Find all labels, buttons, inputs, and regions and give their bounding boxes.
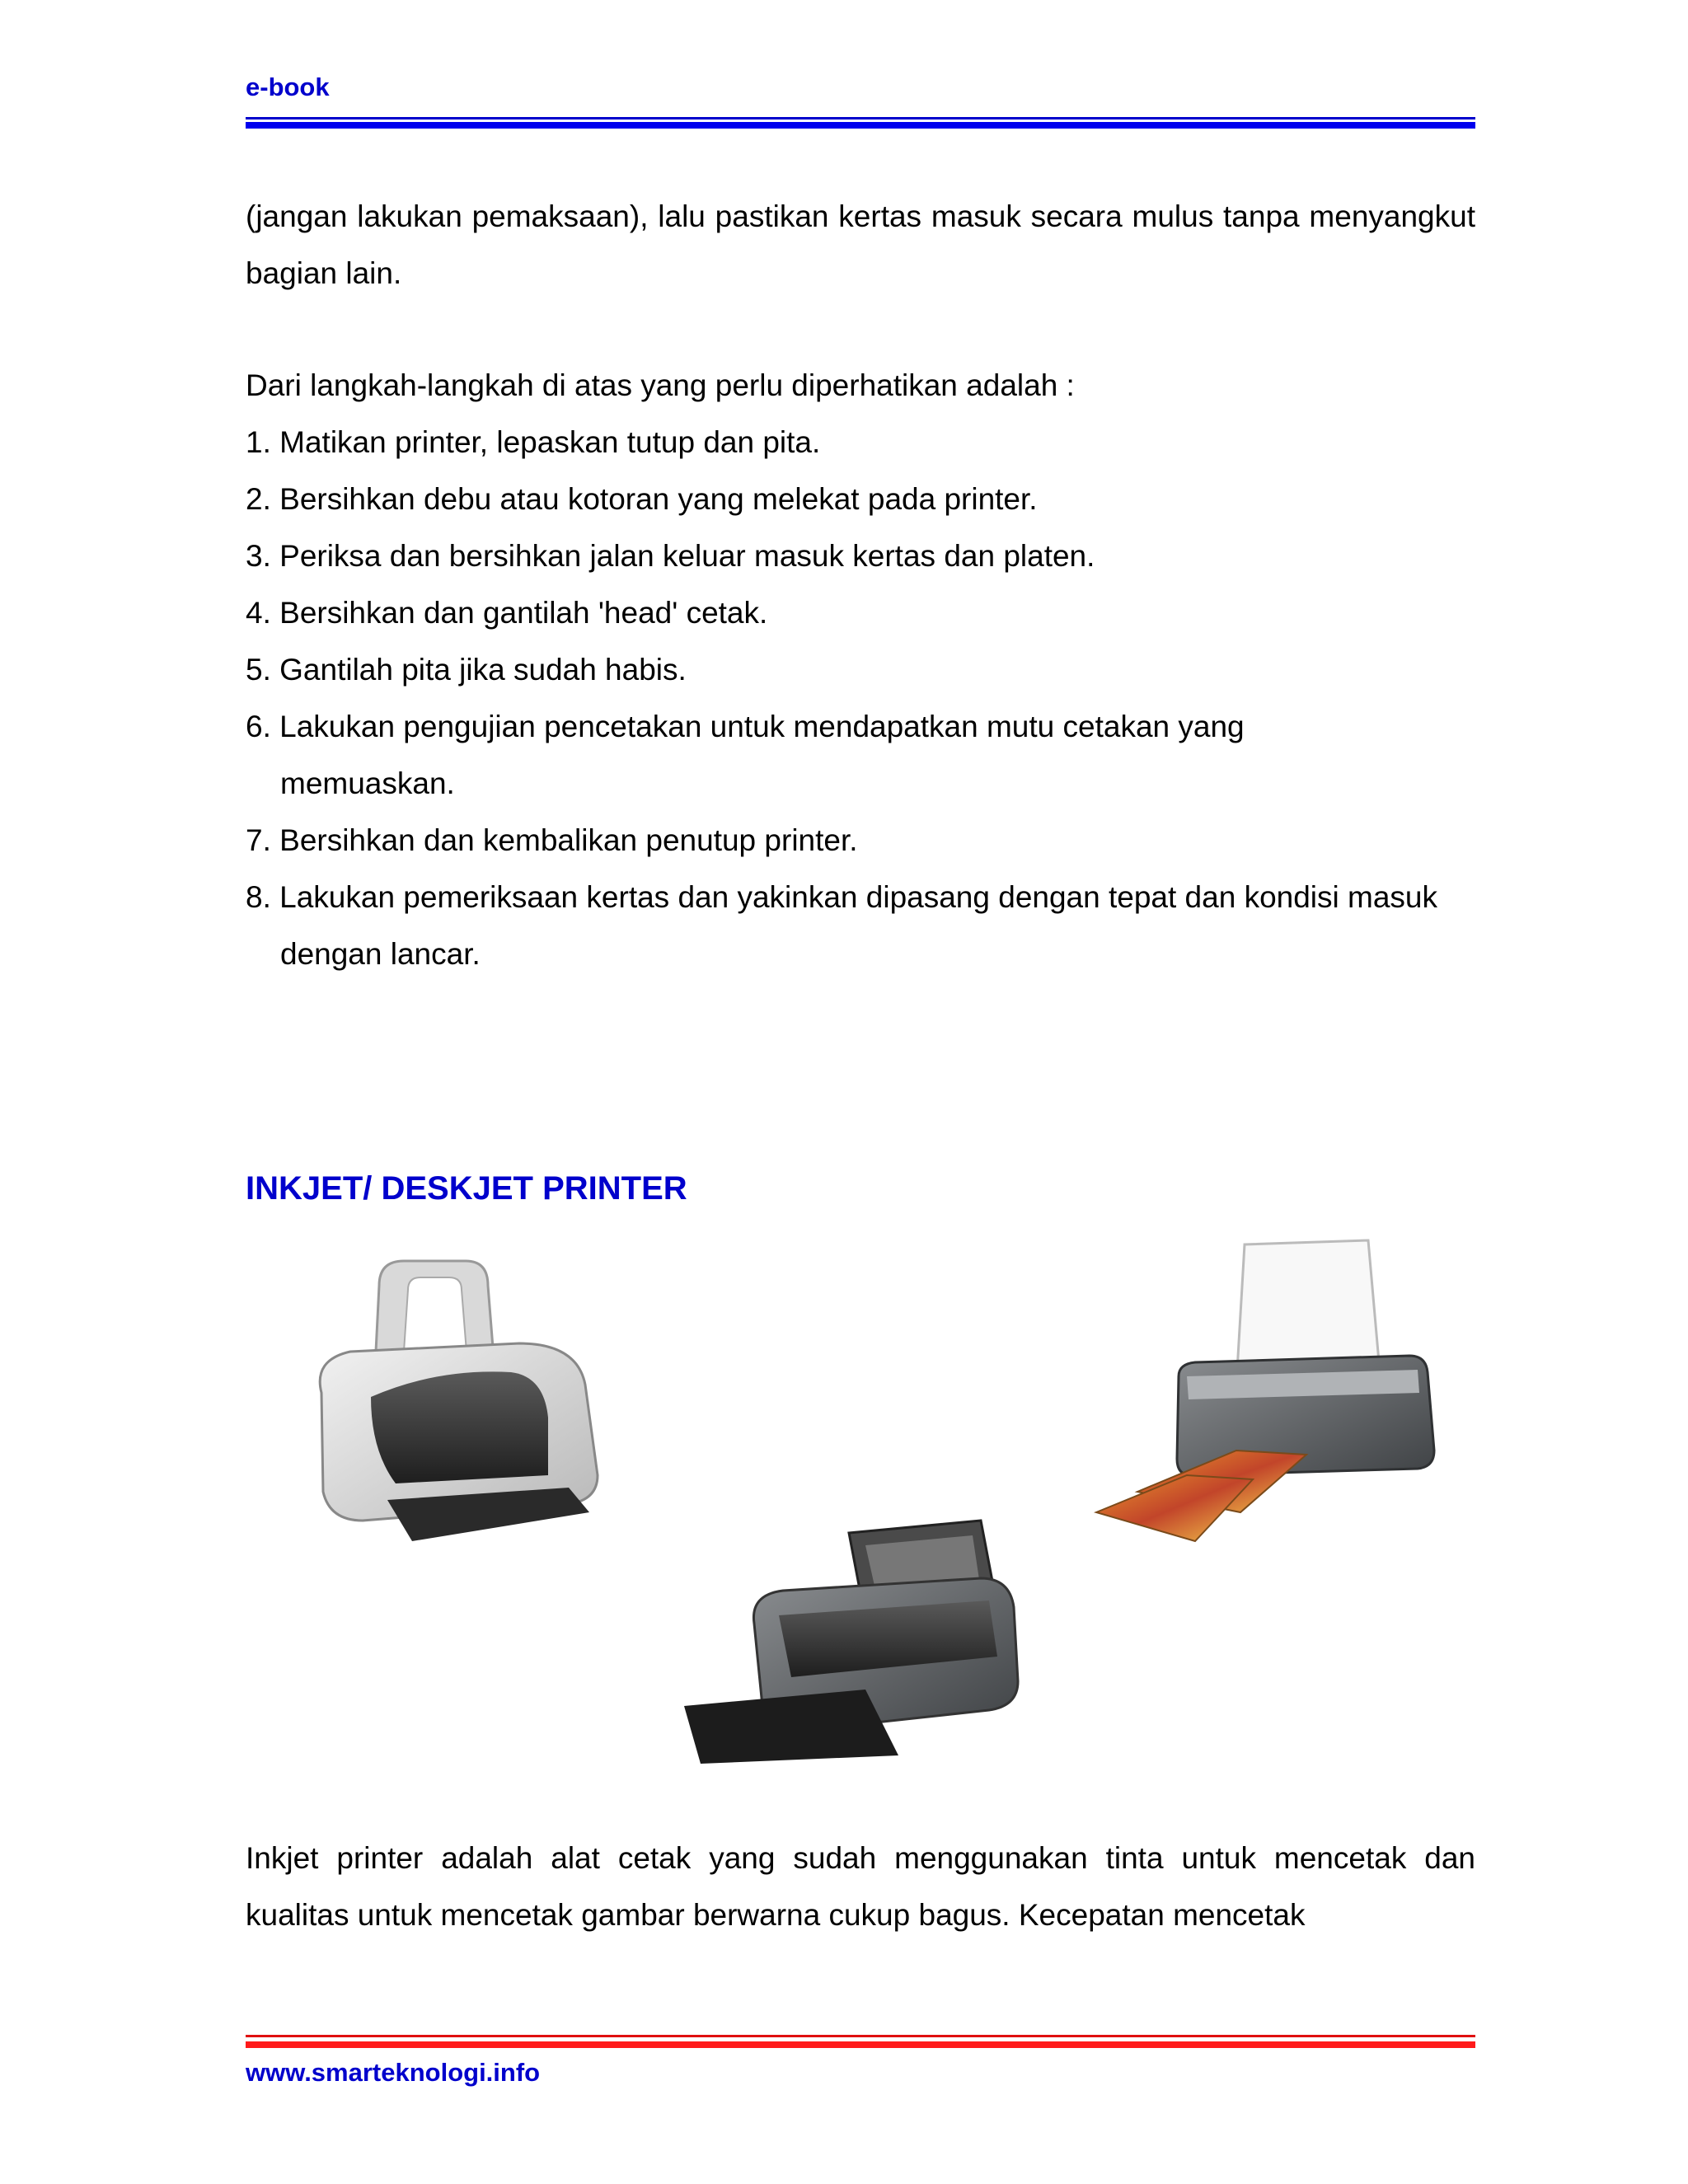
list-item: 1. Matikan printer, lepaskan tutup dan pita. <box>246 425 821 459</box>
intro-paragraph: (jangan lakukan pemaksaan), lalu pastikan kertas masuk secara mulus tanpa menyangkut bagian lain. <box>246 199 1475 290</box>
list-item: 6. Lakukan pengujian pencetakan untuk mendapatkan mutu cetakan yang memuaskan. <box>246 710 1245 800</box>
printer-image-3 <box>1096 1240 1434 1541</box>
header-label: e-book <box>246 73 330 101</box>
printer-image-2 <box>684 1521 1018 1764</box>
printer-photos <box>272 1228 1459 1772</box>
list-item: 2. Bersihkan debu atau kotoran yang melekat pada printer. <box>246 482 1038 516</box>
steps-list <box>246 414 1475 982</box>
inkjet-paragraph: Inkjet printer adalah alat cetak yang sudah menggunakan tinta untuk mencetak dan kualitas untuk mencetak gambar berwarna cukup bagus. Kecepatan mencetak <box>246 1841 1475 1932</box>
footer-rule-thin <box>246 2035 1475 2037</box>
section-title: INKJET/ DESKJET PRINTER <box>246 1170 687 1207</box>
list-item: 8. Lakukan pemeriksaan kertas dan yakinkan dipasang dengan tepat dan kondisi masuk dengan lancar. <box>246 880 1437 971</box>
list-item: 3. Periksa dan bersihkan jalan keluar masuk kertas dan platen. <box>246 539 1095 573</box>
list-item: 5. Gantilah pita jika sudah habis. <box>246 653 687 687</box>
footer-url: www.smarteknologi.info <box>246 2058 541 2087</box>
steps-heading: Dari langkah-langkah di atas yang perlu diperhatikan adalah : <box>246 368 1075 402</box>
footer-rule-thick <box>246 2041 1475 2048</box>
header-rule-thin <box>246 117 1475 120</box>
list-item: 4. Bersihkan dan gantilah 'head' cetak. <box>246 596 768 630</box>
header-rule-thick <box>246 122 1475 129</box>
list-item: 7. Bersihkan dan kembalikan penutup printer. <box>246 823 858 857</box>
printer-image-1 <box>320 1261 598 1541</box>
